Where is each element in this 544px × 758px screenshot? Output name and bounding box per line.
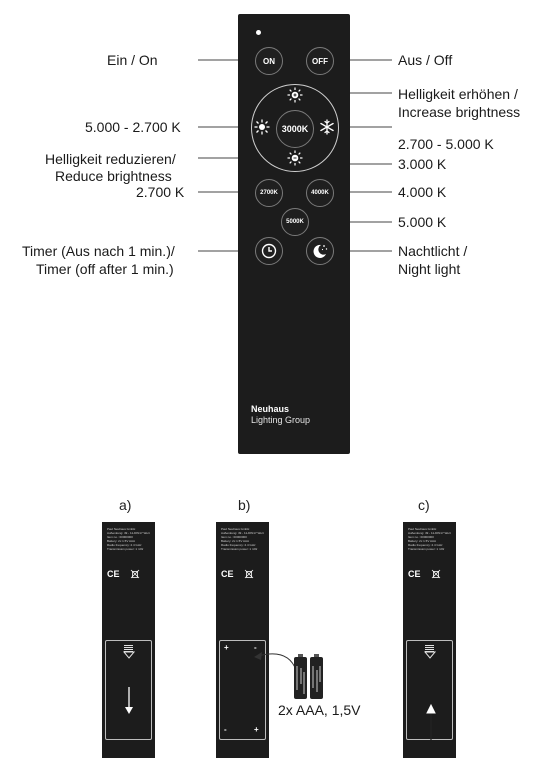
spec-line: Item no.: 00000000 — [408, 535, 434, 539]
battery-spec-label: 2x AAA, 1,5V — [278, 702, 361, 718]
spec-line: Radio frequency: 2.4 GHz — [107, 543, 142, 547]
snowflake-icon[interactable] — [318, 118, 336, 136]
label-bright-down-1: Helligkeit reduzieren/ — [45, 151, 176, 167]
step-b-label: b) — [238, 497, 251, 513]
on-button[interactable] — [255, 47, 283, 75]
k2700-button[interactable] — [255, 179, 283, 207]
polarity-minus: - — [254, 643, 257, 652]
label-night-1: Nachtlicht / — [398, 243, 468, 259]
triangle-down-icon — [123, 651, 135, 659]
polarity-plus: + — [254, 725, 259, 734]
label-on: Ein / On — [107, 52, 158, 68]
step-a-label: a) — [119, 497, 132, 513]
ce-mark: CE — [221, 569, 234, 579]
crossed-bin-icon — [130, 569, 140, 579]
label-2700: 2.700 K — [136, 184, 185, 200]
label-timer-2: Timer (off after 1 min.) — [36, 261, 174, 277]
spec-text — [408, 527, 452, 551]
spec-line: Außenkung: 49 - 11-DIN17 Wert — [221, 531, 264, 535]
triangle-down-icon — [424, 651, 436, 659]
label-bright-up-2: Increase brightness — [398, 104, 521, 120]
ce-mark: CE — [107, 569, 120, 579]
sun-warm-icon[interactable] — [253, 118, 271, 136]
ce-mark: CE — [408, 569, 421, 579]
on-button-label: ON — [263, 56, 275, 66]
spec-line: Paul Neuhaus GmbH — [107, 527, 136, 531]
polarity-plus: + — [224, 643, 229, 652]
clock-icon — [261, 243, 277, 259]
spec-line: Außenkung: 49 - 11-DIN17 Wert — [107, 531, 150, 535]
k4000-button[interactable] — [306, 179, 334, 207]
spec-line: Transmission power: 1 mW — [107, 547, 144, 551]
label-bright-up-1: Helligkeit erhöhen / — [398, 86, 518, 102]
crossed-bin-icon — [244, 569, 254, 579]
spec-line: Item no.: 00000000 — [221, 535, 247, 539]
spec-line: Paul Neuhaus GmbH — [408, 527, 437, 531]
spec-line: Paul Neuhaus GmbH — [221, 527, 250, 531]
center-button-label: 3000K — [281, 124, 309, 134]
label-3000: 3.000 K — [398, 156, 447, 172]
k2700-button-label: 2700K — [260, 190, 278, 196]
k4000-button-label: 4000K — [311, 190, 329, 196]
spec-line: Transmission power: 1 mW — [408, 547, 445, 551]
step-c-label: c) — [418, 497, 430, 513]
brand-line-2: Lighting Group — [251, 415, 311, 425]
label-4000: 4.000 K — [398, 184, 447, 200]
spec-line: Transmission power: 1 mW — [221, 547, 258, 551]
spec-line: Battery: 2x 1.5V AAA — [408, 539, 437, 543]
night-light-button[interactable] — [306, 237, 334, 265]
spec-line: Außenkung: 49 - 11-DIN17 Wert — [408, 531, 451, 535]
label-off: Aus / Off — [398, 52, 453, 68]
arrow-up-icon — [425, 704, 437, 740]
off-button-label: OFF — [312, 56, 328, 66]
status-led — [256, 30, 261, 35]
arrow-down-icon — [123, 687, 135, 715]
crossed-bin-icon — [431, 569, 441, 579]
label-bright-down-2: Reduce brightness — [55, 168, 172, 184]
timer-button[interactable] — [255, 237, 283, 265]
spec-line: Radio frequency: 2.4 GHz — [221, 543, 256, 547]
label-night-2: Night light — [398, 261, 461, 277]
label-cold-range: 2.700 - 5.000 K — [398, 136, 494, 152]
sun-minus-icon[interactable] — [285, 149, 305, 167]
k5000-button-label: 5000K — [286, 219, 304, 225]
brand-line-1: Neuhaus — [251, 404, 290, 414]
label-timer-1: Timer (Aus nach 1 min.)/ — [22, 243, 175, 259]
spec-text — [107, 527, 151, 551]
polarity-minus: - — [224, 725, 227, 734]
spec-line: Item no.: 00000000 — [107, 535, 133, 539]
remote-back-a — [102, 522, 155, 758]
label-warm-range: 5.000 - 2.700 K — [85, 119, 181, 135]
label-5000: 5.000 K — [398, 214, 447, 230]
spec-text — [221, 527, 265, 551]
k5000-button[interactable] — [281, 208, 309, 236]
moon-stars-icon — [311, 242, 329, 260]
spec-line: Radio frequency: 2.4 GHz — [408, 543, 443, 547]
spec-line: Battery: 2x 1.5V AAA — [221, 539, 250, 543]
aaa-batteries-icon — [292, 654, 326, 700]
spec-line: Battery: 2x 1.5V AAA — [107, 539, 136, 543]
sun-plus-icon[interactable] — [285, 86, 305, 104]
battery-cover[interactable] — [105, 640, 152, 740]
center-3000k-button[interactable] — [276, 110, 314, 148]
off-button[interactable] — [306, 47, 334, 75]
brand-logo — [251, 404, 310, 426]
